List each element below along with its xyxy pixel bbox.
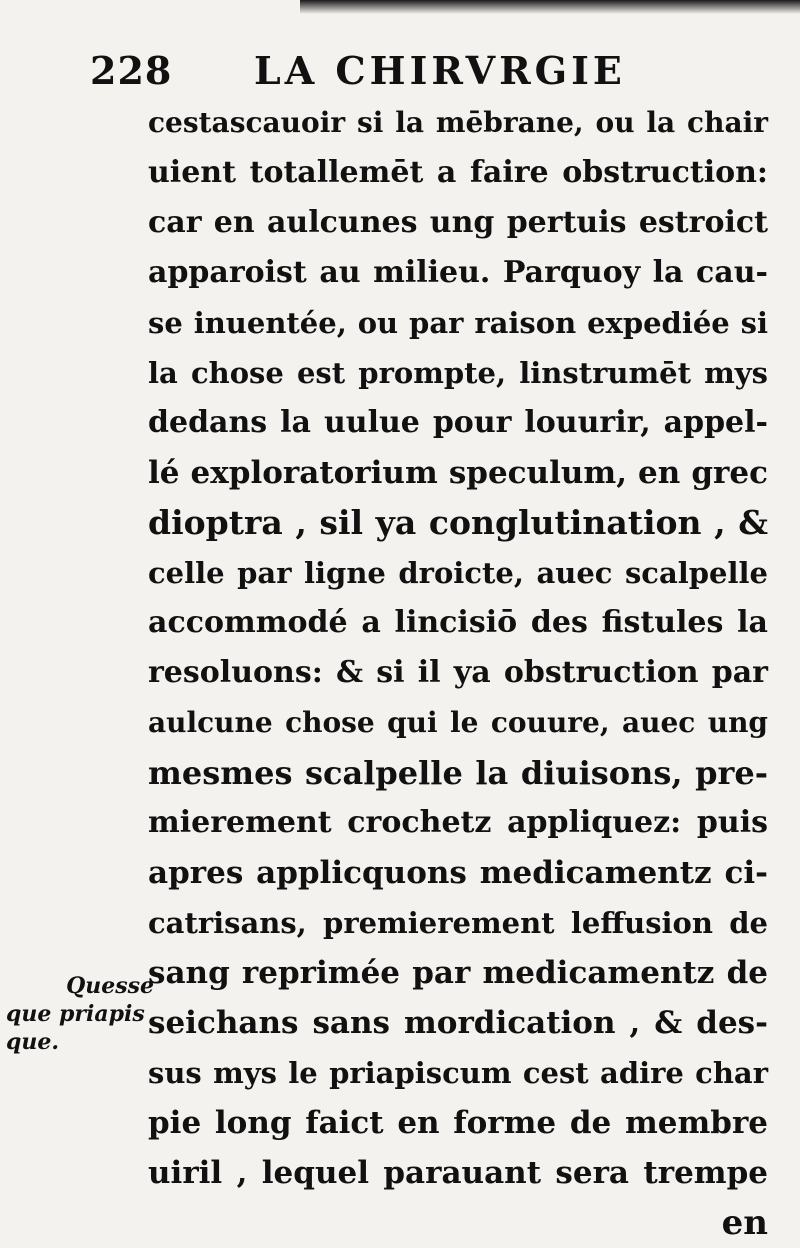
text-line: sus mys le priapiscum cest adire char [148, 1056, 768, 1090]
text-line: sang reprimée par medicamentz de [148, 955, 768, 991]
text-line: dedans la uulue pour louurir, appel- [148, 405, 768, 440]
marginal-note [6, 972, 154, 1056]
text-line: seichans sans mordication , & des- [148, 1005, 768, 1041]
text-line: se inuentée, ou par raison expediée si [148, 306, 768, 340]
marginal-note-line: Quesse [66, 973, 154, 999]
text-line: aulcune chose qui le couure, auec ung [148, 706, 768, 739]
text-line: catrisans, premierement leffusion de [148, 906, 768, 940]
text-line: la chose est prompte, linstrumēt mys [148, 356, 768, 390]
text-line: uient totallemēt a faire obstruction: [148, 155, 768, 190]
text-line: mierement crochetz appliquez: puis [148, 805, 768, 840]
text-line: mesmes scalpelle la diuisons, pre- [148, 754, 768, 792]
text-line: resoluons: & si il ya obstruction par [148, 655, 768, 690]
page-number: 228 [90, 48, 173, 93]
text-line: apres applicquons medicamentz ci- [148, 855, 768, 891]
main-text-block [148, 98, 768, 1248]
text-line: cestascauoir si la mēbrane, ou la chair [148, 106, 768, 139]
text-line: pie long faict en forme de membre [148, 1105, 768, 1141]
text-line: dioptra , sil ya conglutination , & [148, 503, 768, 542]
text-line: accommodé a lincisiō des fistules la [148, 605, 768, 640]
running-title: LA CHIRVRGIE [254, 48, 626, 93]
text-line: uiril , lequel parauant sera trempe [148, 1155, 768, 1191]
text-line: lé exploratorium speculum, en grec [148, 455, 768, 491]
marginal-note-line: que. [6, 1029, 60, 1055]
page-edge-shadow [300, 0, 800, 14]
text-line: celle par ligne droicte, auec scalpelle [148, 556, 768, 590]
text-line: apparoist au milieu. Parquoy la cau- [148, 255, 768, 290]
text-line: car en aulcunes ung pertuis estroict [148, 205, 768, 240]
catchword: en [721, 1203, 768, 1243]
marginal-note-line: que priapis [6, 1001, 145, 1027]
